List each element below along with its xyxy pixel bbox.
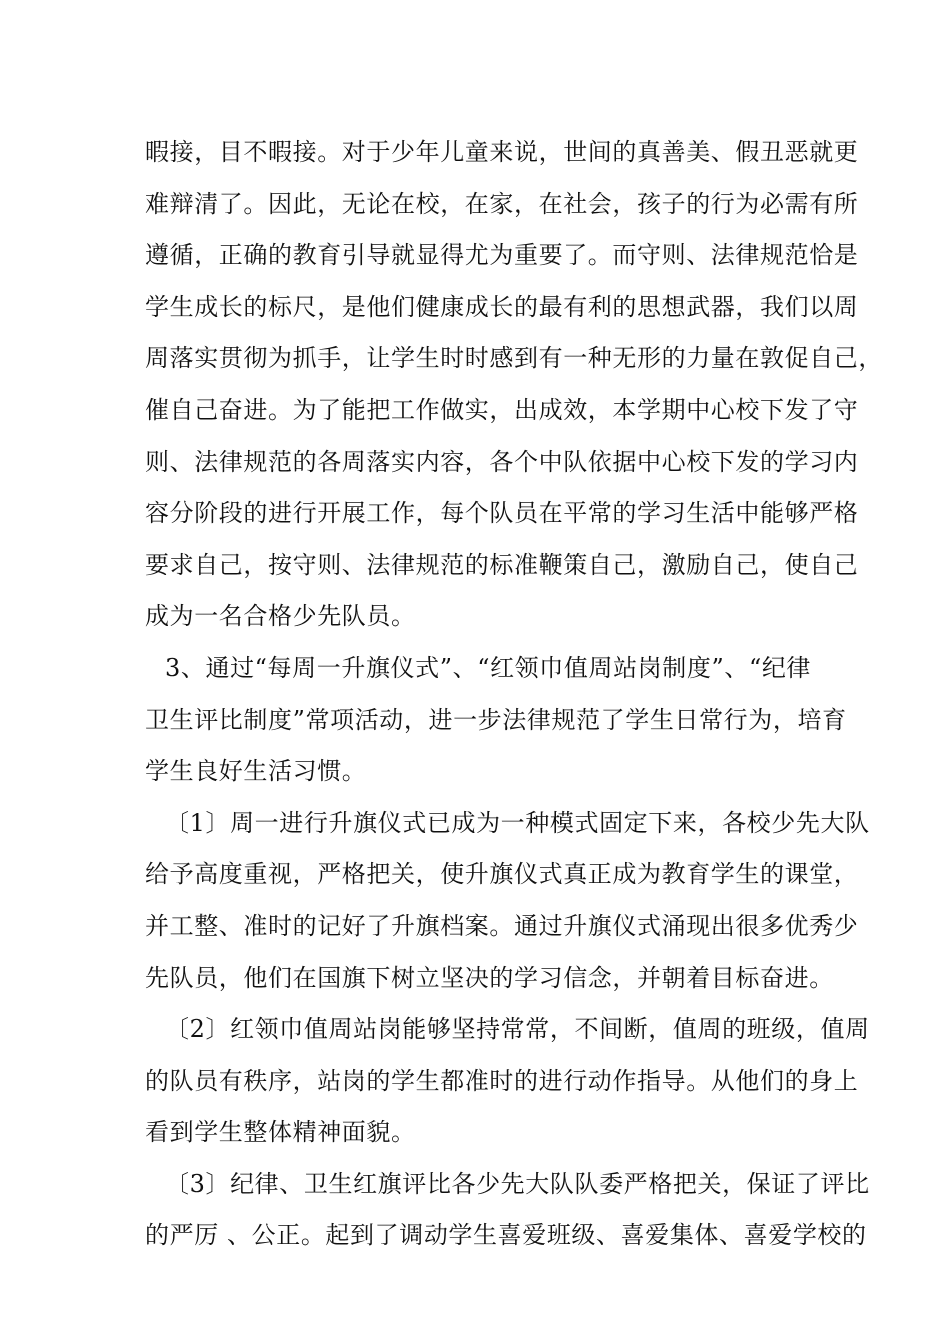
text-line: 容分阶段的进行开展工作，每个队员在平常的学习生活中能够严格 [145, 499, 859, 528]
text-line: 并工整、准时的记好了升旗档案。通过升旗仪式涌现出很多优秀少 [145, 911, 859, 940]
text-line: 看到学生整体精神面貌。 [145, 1118, 416, 1147]
text-line: 则、法律规范的各周落实内容，各个中队依据中心校下发的学习内 [145, 447, 859, 476]
text-line: 〔3〕纪律、卫生红旗评比各少先大队队委严格把关，保证了评比 [165, 1169, 870, 1198]
text-line: 成为一名合格少先队员。 [145, 602, 416, 631]
text-line: 催自己奋进。为了能把工作做实，出成效，本学期中心校下发了守 [145, 395, 859, 424]
text-line: 〔2〕红领巾值周站岗能够坚持常常，不间断，值周的班级，值周 [165, 1015, 870, 1044]
text-line: 学生良好生活习惯。 [145, 757, 367, 786]
text-line: 遵循，正确的教育引导就显得尤为重要了。而守则、法律规范恰是 [145, 241, 859, 270]
text-line: 先队员，他们在国旗下树立坚决的学习信念，并朝着目标奋进。 [145, 963, 834, 992]
text-line: 暇接，目不暇接。对于少年儿童来说，世间的真善美、假丑恶就更 [145, 138, 859, 166]
body-text [145, 130, 883, 1265]
text-line: 的队员有秩序，站岗的学生都准时的进行动作指导。从他们的身上 [145, 1066, 859, 1095]
text-line: 学生成长的标尺，是他们健康成长的最有利的思想武器，我们以周 [145, 292, 859, 321]
text-line: 难辩清了。因此，无论在校，在家，在社会，孩子的行为必需有所 [145, 189, 859, 218]
text-line: 周落实贯彻为抓手，让学生时时感到有一种无形的力量在敦促自己， [145, 344, 883, 373]
text-line: 给予高度重视，严格把关，使升旗仪式真正成为教育学生的课堂， [145, 860, 859, 889]
text-line: 〔1〕周一进行升旗仪式已成为一种模式固定下来，各校少先大队 [165, 808, 870, 837]
text-line: 要求自己，按守则、法律规范的标准鞭策自己，激励自己，使自己 [145, 550, 859, 579]
text-line: 的严厉 、公正。起到了调动学生喜爱班级、喜爱集体、喜爱学校的 [145, 1221, 867, 1250]
text-line: 3、通过“每周一升旗仪式”、“红领巾值周站岗制度”、“纪律 [165, 653, 812, 682]
text-line: 卫生评比制度”常项活动，进一步法律规范了学生日常行为，培育 [145, 705, 847, 734]
